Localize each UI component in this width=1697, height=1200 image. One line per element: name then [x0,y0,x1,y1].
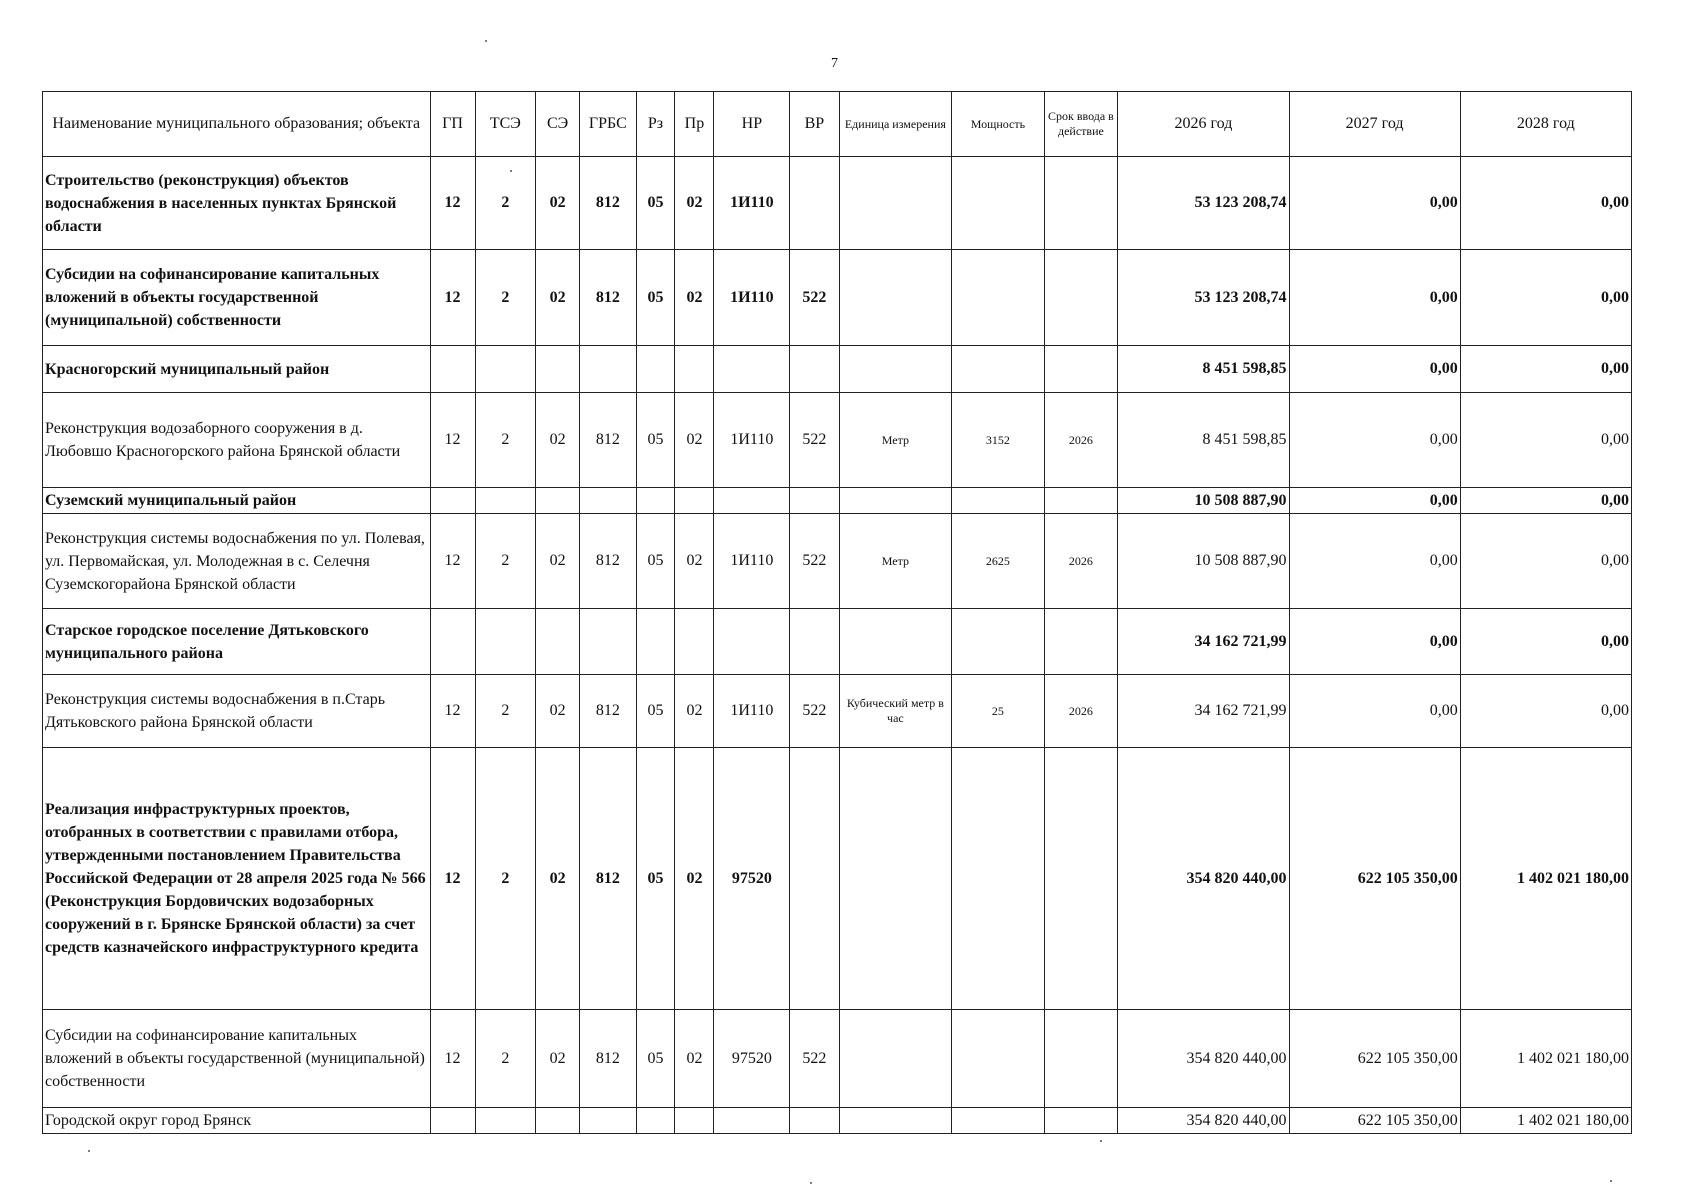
cell-gp [430,1108,475,1134]
cell-2027: 0,00 [1289,157,1460,250]
cell-se [536,609,580,675]
cell-tse: 2 [475,250,535,346]
cell-gp: 12 [430,1010,475,1108]
cell-se [536,346,580,393]
cell-name: Реконструкция системы водоснабжения по ул. Полевая, ул. Первомайская, ул. Молодежная в с. Селечня Суземскогорайона Брянской области [43,514,431,609]
header-tse: ТСЭ [475,92,535,157]
header-grbs: ГРБС [580,92,636,157]
cell-tse [475,609,535,675]
cell-vr [790,346,839,393]
cell-name: Реконструкция системы водоснабжения в п.Старь Дятьковского района Брянской области [43,675,431,748]
cell-term: 2026 [1044,393,1118,488]
table-row [43,1010,1632,1108]
cell-rz [636,609,675,675]
cell-2026: 10 508 887,90 [1118,514,1289,609]
cell-term [1044,1010,1118,1108]
cell-unit: Кубический метр в час [839,675,952,748]
cell-2026: 53 123 208,74 [1118,250,1289,346]
cell-name: Реализация инфраструктурных проектов, отобранных в соответствии с правилами отбора, утвержденными постановлением Правительства Российской Федерации от 28 апреля 2025 года № 566 (Реконструкция Бордовичских водозаборных сооружений в г. Брянске Брянской области) за счет средств казначейского инфраструктурного кредита [43,748,431,1010]
cell-2027: 0,00 [1289,488,1460,514]
table-row [43,1108,1632,1134]
cell-capacity [952,346,1044,393]
cell-tse [475,488,535,514]
cell-name: Субсидии на софинансирование капитальных вложений в объекты государственной (муниципальной) собственности [43,1010,431,1108]
cell-2026: 10 508 887,90 [1118,488,1289,514]
cell-2027: 622 105 350,00 [1289,1010,1460,1108]
cell-2026: 354 820 440,00 [1118,1108,1289,1134]
cell-gp: 12 [430,514,475,609]
scan-speck [510,170,512,172]
cell-nr [714,488,790,514]
cell-2026: 53 123 208,74 [1118,157,1289,250]
cell-2027: 0,00 [1289,514,1460,609]
cell-name: Реконструкция водозаборного сооружения в д. Любовшо Красногорского района Брянской области [43,393,431,488]
scan-speck [1610,1180,1612,1182]
cell-unit [839,748,952,1010]
scan-speck [485,40,487,42]
cell-pr [675,1108,714,1134]
cell-2027: 0,00 [1289,250,1460,346]
cell-name: Строительство (реконструкция) объектов водоснабжения в населенных пунктах Брянской области [43,157,431,250]
cell-2027: 622 105 350,00 [1289,1108,1460,1134]
cell-gp [430,609,475,675]
cell-2027: 0,00 [1289,609,1460,675]
cell-capacity [952,1010,1044,1108]
table-row [43,748,1632,1010]
cell-2028: 1 402 021 180,00 [1460,1010,1631,1108]
cell-term [1044,748,1118,1010]
cell-se: 02 [536,1010,580,1108]
cell-capacity [952,609,1044,675]
header-2027: 2027 год [1289,92,1460,157]
cell-2026: 34 162 721,99 [1118,609,1289,675]
cell-unit [839,1108,952,1134]
cell-tse: 2 [475,1010,535,1108]
cell-2028: 0,00 [1460,393,1631,488]
cell-se [536,1108,580,1134]
table-header-row [43,92,1632,157]
cell-tse [475,1108,535,1134]
cell-vr: 522 [790,250,839,346]
cell-capacity [952,748,1044,1010]
cell-2027: 0,00 [1289,675,1460,748]
cell-name: Красногорский муниципальный район [43,346,431,393]
cell-pr: 02 [675,1010,714,1108]
cell-term [1044,609,1118,675]
table-row [43,250,1632,346]
header-capacity: Мощность [952,92,1044,157]
cell-gp: 12 [430,675,475,748]
header-nr: НР [714,92,790,157]
cell-nr: 1И110 [714,250,790,346]
cell-rz [636,488,675,514]
cell-tse [475,346,535,393]
cell-2028: 0,00 [1460,157,1631,250]
cell-capacity: 25 [952,675,1044,748]
cell-term [1044,1108,1118,1134]
cell-rz: 05 [636,1010,675,1108]
cell-rz [636,346,675,393]
cell-unit [839,1010,952,1108]
cell-unit [839,609,952,675]
cell-2026: 354 820 440,00 [1118,748,1289,1010]
cell-nr: 1И110 [714,157,790,250]
cell-nr: 1И110 [714,393,790,488]
cell-rz [636,1108,675,1134]
scan-speck [88,1150,90,1152]
cell-pr: 02 [675,748,714,1010]
cell-nr [714,346,790,393]
cell-nr: 1И110 [714,675,790,748]
cell-pr: 02 [675,393,714,488]
cell-grbs: 812 [580,748,636,1010]
cell-grbs: 812 [580,1010,636,1108]
cell-gp [430,488,475,514]
cell-capacity [952,250,1044,346]
cell-grbs: 812 [580,250,636,346]
cell-vr [790,609,839,675]
cell-2027: 0,00 [1289,393,1460,488]
cell-tse: 2 [475,675,535,748]
cell-2028: 0,00 [1460,514,1631,609]
cell-vr: 522 [790,514,839,609]
header-name: Наименование муниципального образования; объекта [43,92,431,157]
cell-2028: 0,00 [1460,250,1631,346]
cell-2026: 8 451 598,85 [1118,346,1289,393]
cell-se: 02 [536,675,580,748]
header-vr: ВР [790,92,839,157]
cell-2028: 0,00 [1460,346,1631,393]
cell-gp: 12 [430,393,475,488]
cell-grbs [580,488,636,514]
header-pr: Пр [675,92,714,157]
cell-name: Городской округ город Брянск [43,1108,431,1134]
cell-capacity [952,488,1044,514]
header-2026: 2026 год [1118,92,1289,157]
cell-name: Субсидии на софинансирование капитальных вложений в объекты государственной (муниципальной) собственности [43,250,431,346]
cell-grbs [580,346,636,393]
cell-pr [675,346,714,393]
scan-speck [810,1182,812,1184]
cell-rz: 05 [636,393,675,488]
cell-gp [430,346,475,393]
cell-capacity [952,1108,1044,1134]
cell-2026: 8 451 598,85 [1118,393,1289,488]
cell-se [536,488,580,514]
cell-pr [675,609,714,675]
cell-grbs: 812 [580,675,636,748]
cell-vr: 522 [790,1010,839,1108]
cell-term [1044,488,1118,514]
cell-tse: 2 [475,514,535,609]
cell-pr: 02 [675,675,714,748]
cell-unit: Метр [839,514,952,609]
cell-2028: 0,00 [1460,488,1631,514]
cell-vr [790,748,839,1010]
cell-term [1044,346,1118,393]
cell-nr: 97520 [714,748,790,1010]
cell-se: 02 [536,250,580,346]
cell-gp: 12 [430,157,475,250]
cell-se: 02 [536,393,580,488]
cell-2028: 0,00 [1460,675,1631,748]
header-se: СЭ [536,92,580,157]
cell-name: Суземский муниципальный район [43,488,431,514]
cell-term: 2026 [1044,675,1118,748]
cell-vr: 522 [790,393,839,488]
cell-term [1044,250,1118,346]
cell-grbs: 812 [580,393,636,488]
cell-2028: 0,00 [1460,609,1631,675]
cell-se: 02 [536,514,580,609]
table-row [43,157,1632,250]
cell-term: 2026 [1044,514,1118,609]
budget-table [42,91,1632,1134]
cell-unit: Метр [839,393,952,488]
cell-se: 02 [536,748,580,1010]
cell-tse: 2 [475,393,535,488]
cell-vr: 522 [790,675,839,748]
cell-nr: 97520 [714,1010,790,1108]
cell-vr [790,488,839,514]
cell-capacity: 3152 [952,393,1044,488]
header-2028: 2028 год [1460,92,1631,157]
cell-tse: 2 [475,748,535,1010]
cell-grbs: 812 [580,514,636,609]
cell-rz: 05 [636,157,675,250]
cell-term [1044,157,1118,250]
cell-grbs [580,1108,636,1134]
cell-se: 02 [536,157,580,250]
header-term: Срок ввода в действие [1044,92,1118,157]
cell-pr [675,488,714,514]
cell-nr [714,1108,790,1134]
table-row [43,514,1632,609]
cell-nr: 1И110 [714,514,790,609]
cell-unit [839,157,952,250]
cell-vr [790,157,839,250]
cell-unit [839,250,952,346]
cell-grbs: 812 [580,157,636,250]
scan-speck [1100,1140,1102,1142]
cell-2026: 34 162 721,99 [1118,675,1289,748]
cell-rz: 05 [636,250,675,346]
cell-name: Старское городское поселение Дятьковского муниципального района [43,609,431,675]
cell-2028: 1 402 021 180,00 [1460,748,1631,1010]
cell-pr: 02 [675,514,714,609]
cell-vr [790,1108,839,1134]
header-gp: ГП [430,92,475,157]
cell-pr: 02 [675,157,714,250]
table-row [43,675,1632,748]
cell-gp: 12 [430,250,475,346]
cell-gp: 12 [430,748,475,1010]
table-row [43,346,1632,393]
cell-nr [714,609,790,675]
cell-2027: 622 105 350,00 [1289,748,1460,1010]
cell-rz: 05 [636,748,675,1010]
cell-unit [839,488,952,514]
cell-2027: 0,00 [1289,346,1460,393]
cell-rz: 05 [636,675,675,748]
cell-tse: 2 [475,157,535,250]
table-row [43,393,1632,488]
page-number: 7 [831,56,838,71]
cell-capacity: 2625 [952,514,1044,609]
cell-rz: 05 [636,514,675,609]
cell-2028: 1 402 021 180,00 [1460,1108,1631,1134]
table-row [43,488,1632,514]
cell-capacity [952,157,1044,250]
header-rz: Рз [636,92,675,157]
cell-grbs [580,609,636,675]
table-row [43,609,1632,675]
header-unit: Единица измерения [839,92,952,157]
cell-pr: 02 [675,250,714,346]
cell-unit [839,346,952,393]
cell-2026: 354 820 440,00 [1118,1010,1289,1108]
